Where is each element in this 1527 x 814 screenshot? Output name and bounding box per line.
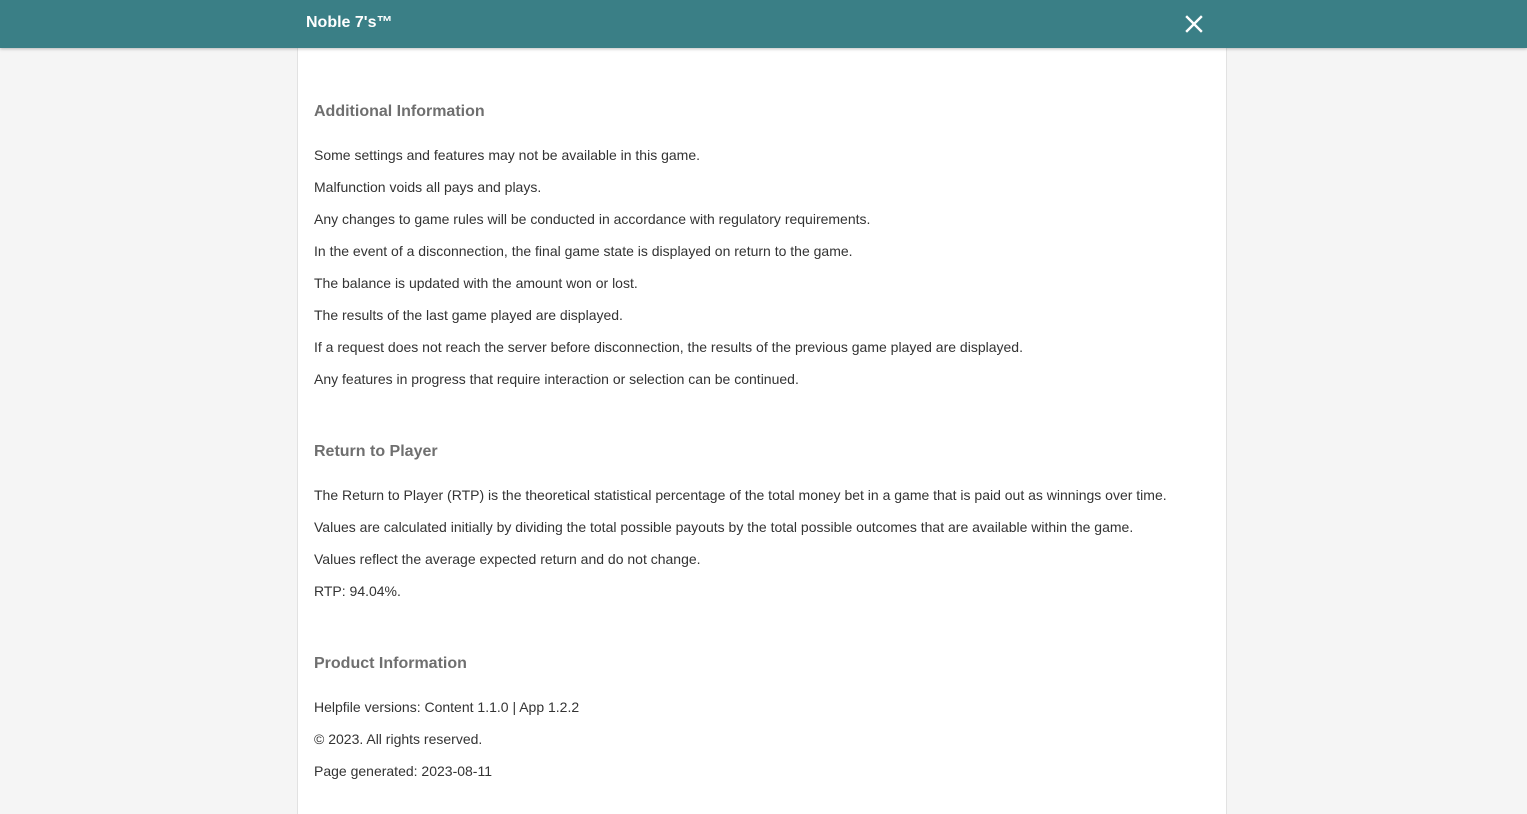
additional-info-paragraph: If a request does not reach the server before disconnection, the results of the previous game played are displayed.	[314, 339, 1023, 355]
additional-info-paragraph: In the event of a disconnection, the final game state is displayed on return to the game.	[314, 243, 853, 259]
additional-info-paragraph: The balance is updated with the amount won or lost.	[314, 275, 638, 291]
rtp-value: RTP: 94.04%.	[314, 583, 401, 599]
helpfile-versions: Helpfile versions: Content 1.1.0 | App 1.2.2	[314, 699, 580, 715]
additional-info-paragraph: Malfunction voids all pays and plays.	[314, 179, 542, 195]
rtp-paragraph: Values are calculated initially by dividing the total possible payouts by the total possible outcomes that are available within the game.	[314, 519, 1134, 535]
header-bar	[0, 0, 1527, 48]
section-title-additional-information: Additional Information	[314, 103, 485, 120]
additional-info-paragraph: Any features in progress that require interaction or selection can be continued.	[314, 371, 799, 387]
additional-info-paragraph: Some settings and features may not be available in this game.	[314, 147, 700, 163]
additional-info-paragraph: The results of the last game played are displayed.	[314, 307, 623, 323]
rtp-paragraph: Values reflect the average expected return and do not change.	[314, 551, 701, 567]
close-icon	[1180, 10, 1208, 38]
close-button[interactable]	[1180, 10, 1208, 38]
page-title: Noble 7's™	[306, 14, 393, 31]
page-generated-date: Page generated: 2023-08-11	[314, 763, 492, 779]
copyright-notice: © 2023. All rights reserved.	[314, 731, 483, 747]
help-content-panel	[297, 48, 1227, 814]
rtp-paragraph: The Return to Player (RTP) is the theoretical statistical percentage of the total money bet in a game that is paid out as winnings over time.	[314, 487, 1167, 503]
section-title-product-information: Product Information	[314, 655, 467, 672]
section-title-return-to-player: Return to Player	[314, 443, 438, 460]
additional-info-paragraph: Any changes to game rules will be conducted in accordance with regulatory requirements.	[314, 211, 871, 227]
